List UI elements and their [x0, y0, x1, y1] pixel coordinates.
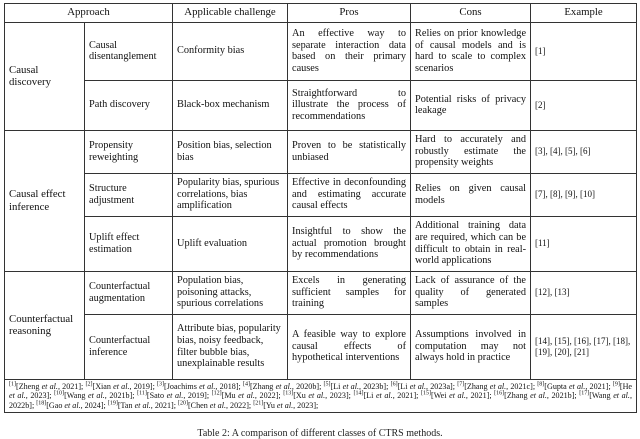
header-cons: Cons [411, 4, 531, 23]
table-row [5, 22, 637, 80]
challenge-cell: Attribute bias, popularity bias, noisy feedback, filter bubble bias, unexplainable results [173, 314, 288, 379]
group-causal-discovery: Causal discovery [5, 22, 85, 130]
reference-entry: [21][Yu et al., 2023]; [253, 400, 319, 410]
table-row [5, 216, 637, 271]
table-row [5, 80, 637, 130]
sub-approach: Structure adjustment [85, 173, 173, 216]
reference-entry: [19][Tan et al., 2021]; [107, 400, 178, 410]
reference-entry: [3][Joachims et al., 2018]; [157, 380, 243, 391]
reference-entry: [16][Zhang et al., 2021b]; [494, 390, 580, 401]
group-causal-effect-inference: Causal effect inference [5, 130, 85, 271]
header-row [5, 4, 637, 23]
example-cell: [7], [8], [9], [10] [531, 173, 637, 216]
reference-entry: [14][Li et al., 2021]; [353, 390, 421, 401]
header-pros: Pros [288, 4, 411, 23]
reference-entry: [11][Sato et al., 2019]; [137, 390, 212, 401]
cons-cell: Assumptions involved in computation may not always hold in practice [411, 314, 531, 379]
example-cell: [14], [15], [16], [17], [18], [19], [20], [21] [531, 314, 637, 379]
pros-cell: An effective way to separate interaction data based on their primary causes [288, 22, 411, 80]
reference-entry: [8][Gupta et al., 2021]; [537, 380, 613, 391]
references-cell [5, 379, 637, 413]
reference-entry: [10][Wang et al., 2021b]; [54, 390, 138, 401]
reference-entry: [13][Xu et al., 2023]; [283, 390, 354, 401]
challenge-cell: Uplift evaluation [173, 216, 288, 271]
pros-cell: Excels in generating sufficient samples for training [288, 271, 411, 314]
pros-cell: Straightforward to illustrate the process of recommendations [288, 80, 411, 130]
table-row [5, 130, 637, 173]
challenge-cell: Population bias, poisoning attacks, spurious correlations [173, 271, 288, 314]
table-row [5, 271, 637, 314]
example-cell: [12], [13] [531, 271, 637, 314]
references-row [5, 379, 637, 413]
sub-approach: Counterfactual inference [85, 314, 173, 379]
cons-cell: Potential risks of privacy leakage [411, 80, 531, 130]
pros-cell: Effective in deconfounding and estimating accurate causal effects [288, 173, 411, 216]
example-cell: [11] [531, 216, 637, 271]
reference-entry: [12][Mu et al., 2022]; [211, 390, 284, 401]
header-approach: Approach [5, 4, 173, 23]
reference-entry: [20][Chen et al., 2022]; [177, 400, 254, 410]
sub-approach: Causal disentanglement [85, 22, 173, 80]
sub-approach: Uplift effect estimation [85, 216, 173, 271]
comparison-table [4, 3, 637, 413]
reference-entry: [2][Xian et al., 2019]; [85, 380, 158, 391]
table-row [5, 173, 637, 216]
table-row [5, 314, 637, 379]
pros-cell: Proven to be statistically unbiased [288, 130, 411, 173]
example-cell: [1] [531, 22, 637, 80]
reference-entry: [18][Gao et al., 2024]; [36, 400, 108, 410]
challenge-cell: Position bias, selection bias [173, 130, 288, 173]
reference-entry: [17][Wang et al., 2022b]; [9, 390, 632, 410]
reference-entry: [15][Wei et al., 2021]; [421, 390, 495, 401]
reference-entry: [9][He et al., 2023]; [9, 380, 633, 401]
challenge-cell: Popularity bias, spurious correlations, bias amplification [173, 173, 288, 216]
sub-approach: Propensity reweighting [85, 130, 173, 173]
reference-entry: [1][Zheng et al., 2021]; [9, 380, 86, 391]
example-cell: [3], [4], [5], [6] [531, 130, 637, 173]
reference-entry: [6][Li et al., 2023a]; [390, 380, 458, 391]
pros-cell: Insightful to show the actual promotion brought by recommendations [288, 216, 411, 271]
reference-entry: [4][Zhang et al., 2020b]; [242, 380, 324, 391]
sub-approach: Counterfactual augmentation [85, 271, 173, 314]
cons-cell: Additional training data are required, which can be difficult to obtain in real-world applications [411, 216, 531, 271]
challenge-cell: Black-box mechanism [173, 80, 288, 130]
reference-entry: [7][Zhang et al., 2021c]; [457, 380, 538, 391]
table-caption: Table 2: A comparison of different classes of CTRS methods. [197, 428, 443, 439]
group-counterfactual-reasoning: Counterfactual reasoning [5, 271, 85, 379]
pros-cell: A feasible way to explore causal effects of hypothetical interventions [288, 314, 411, 379]
cons-cell: Lack of assurance of the quality of generated samples [411, 271, 531, 314]
cons-cell: Hard to accurately and robustly estimate the propensity weights [411, 130, 531, 173]
example-cell: [2] [531, 80, 637, 130]
reference-entry: [5][Li et al., 2023b]; [323, 380, 391, 391]
header-challenge: Applicable challenge [173, 4, 288, 23]
challenge-cell: Conformity bias [173, 22, 288, 80]
cons-cell: Relies on given causal models [411, 173, 531, 216]
sub-approach: Path discovery [85, 80, 173, 130]
header-example: Example [531, 4, 637, 23]
cons-cell: Relies on prior knowledge of causal models and is hard to scale to complex scenarios [411, 22, 531, 80]
